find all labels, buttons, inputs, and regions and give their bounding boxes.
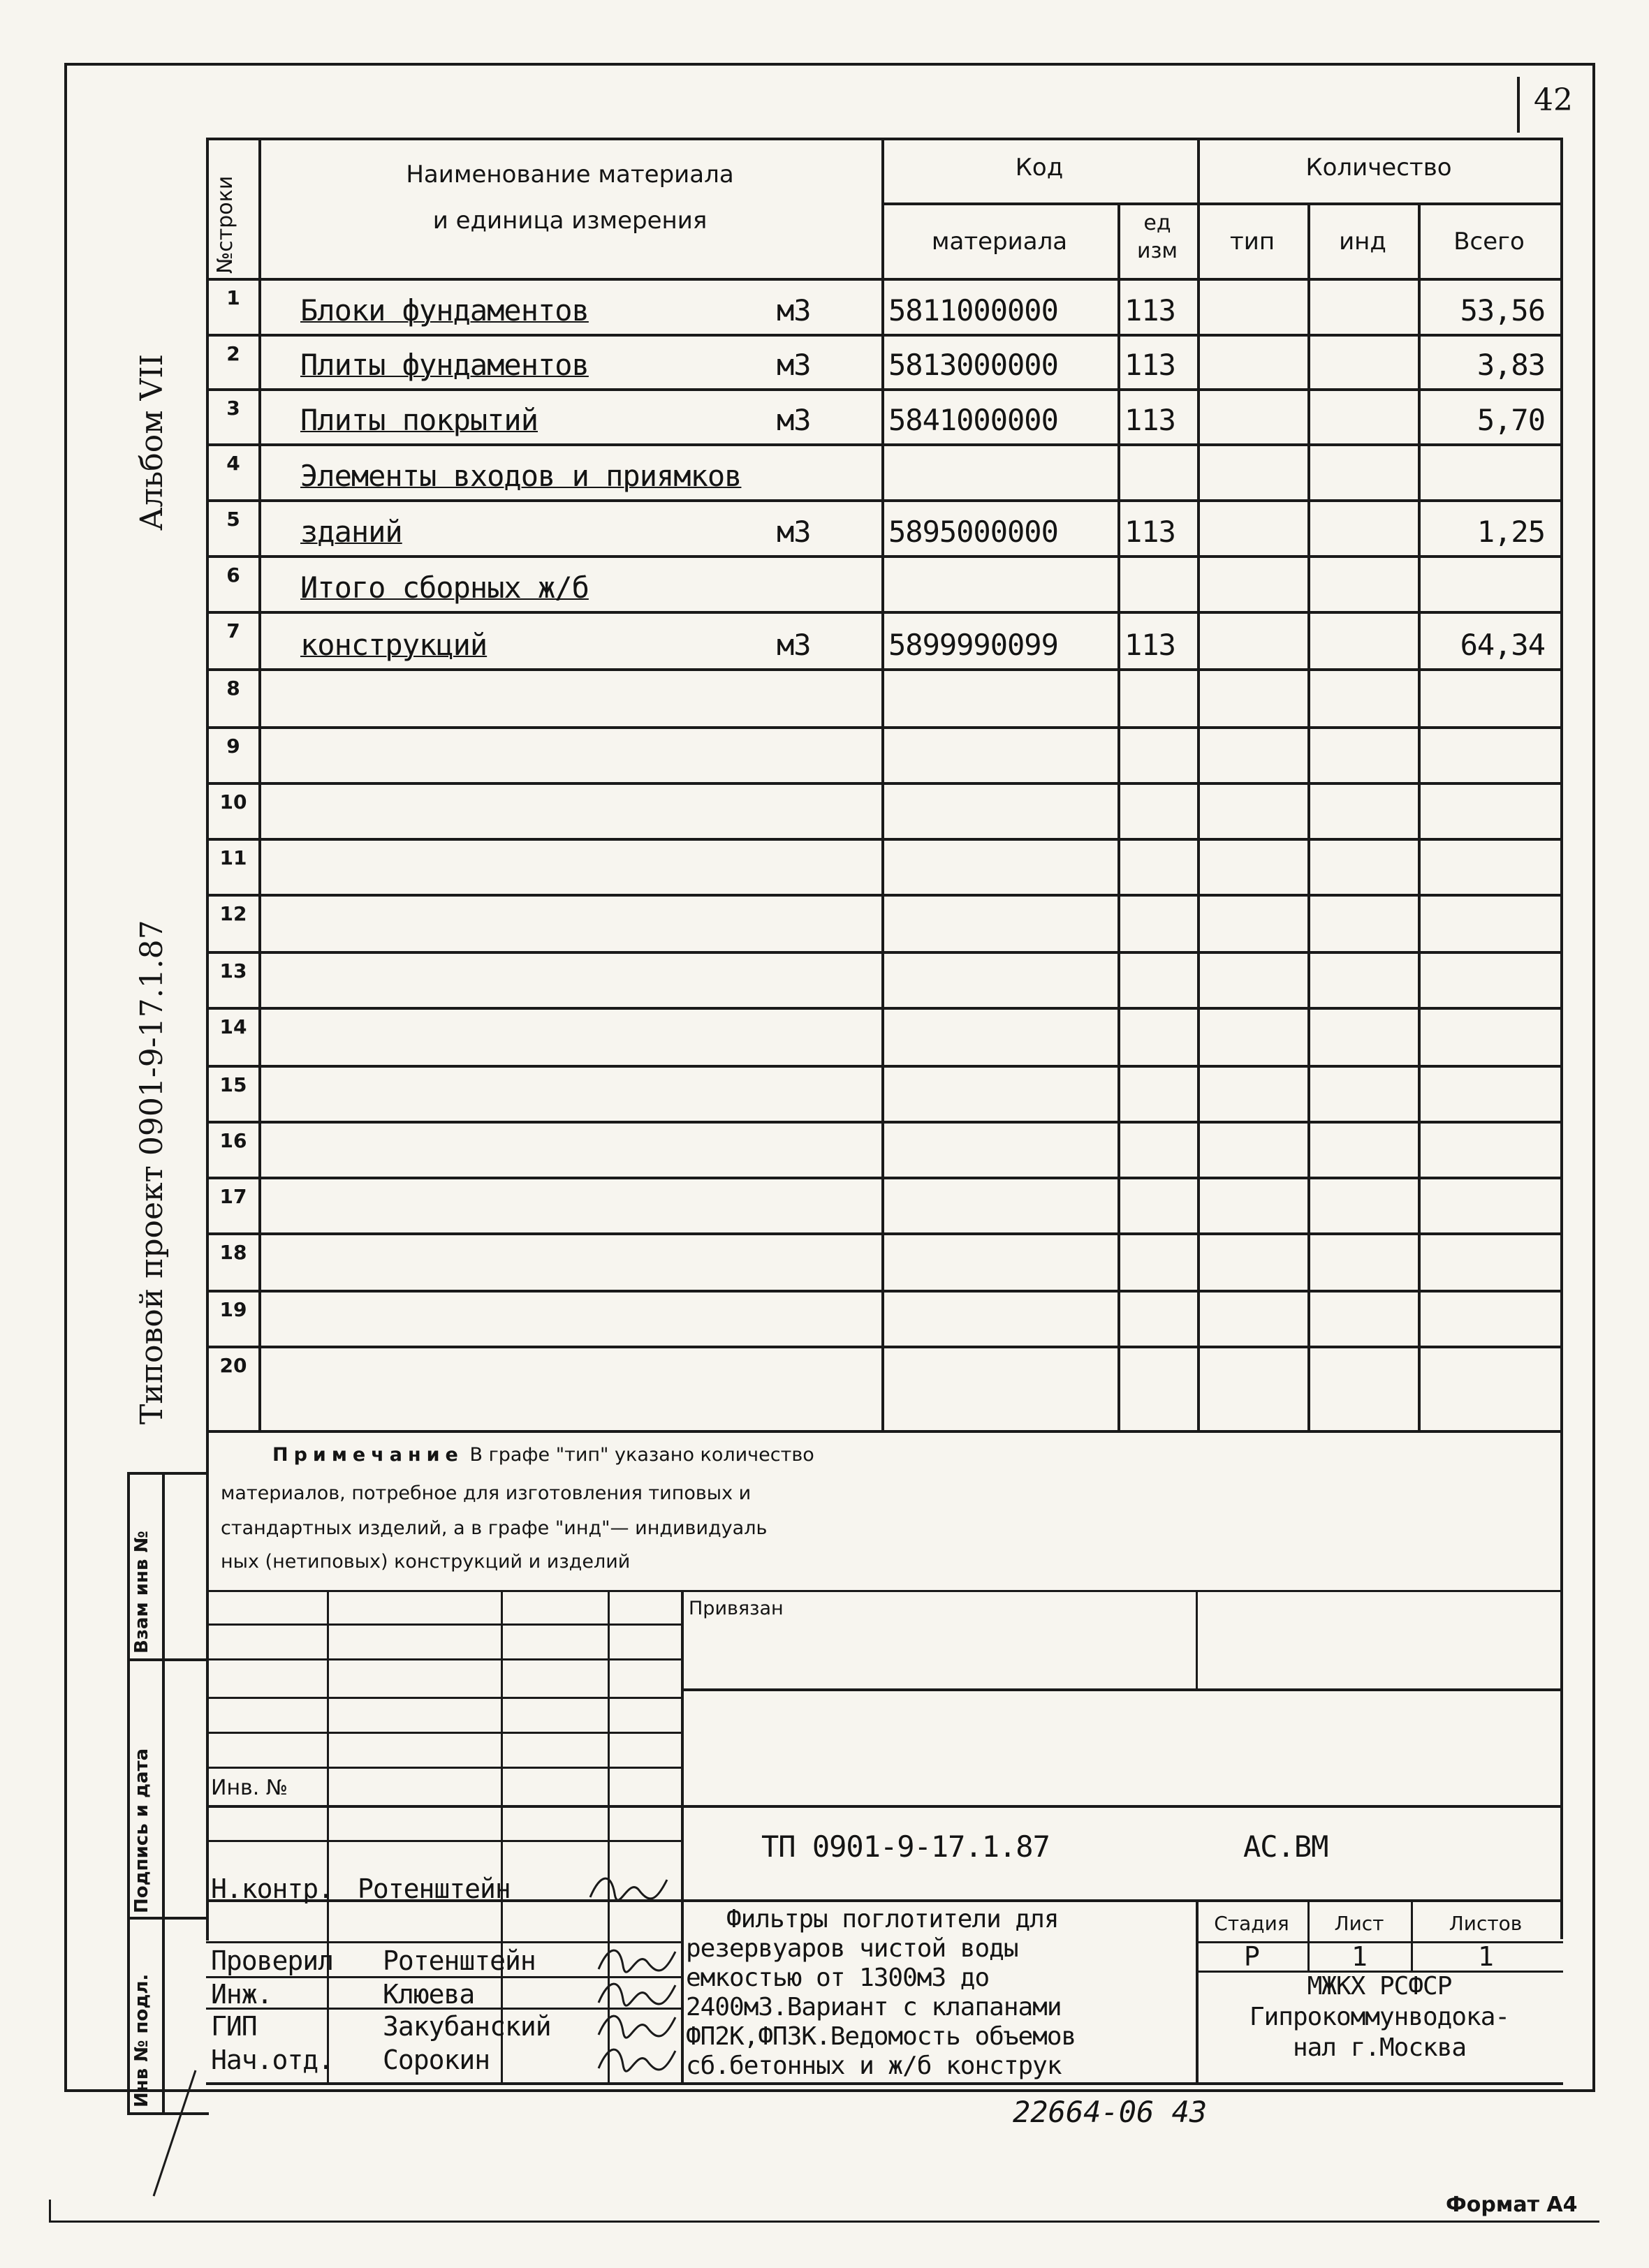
signature-scribble <box>595 1941 679 1976</box>
material-code: 5811000000 <box>888 293 1058 327</box>
header-qty-typ: тип <box>1229 228 1275 256</box>
doc-mark: АС.ВМ <box>1243 1829 1328 1864</box>
row-number: 20 <box>219 1354 247 1377</box>
stamp-col-717 <box>501 1590 503 2082</box>
title-line: сб.бетонных и ж/б конструк <box>686 2052 1062 2080</box>
signatory-name: Сорокин <box>383 2045 490 2075</box>
stamp-top <box>206 1430 1563 1433</box>
material-unit: м3 <box>777 348 811 382</box>
row-number: 2 <box>226 342 240 365</box>
row-number: 14 <box>219 1015 247 1038</box>
stamp-line-2585 <box>206 1805 1563 1808</box>
qty-total: 64,34 <box>1460 628 1545 662</box>
signature-scribble <box>595 2007 679 2042</box>
material-name: Блоки фундаментов <box>300 293 589 327</box>
row-divider <box>206 838 1563 841</box>
vzam-inv-label: Взам инв № <box>131 1531 152 1654</box>
diagonal-stroke <box>140 2067 203 2200</box>
qty-total: 53,56 <box>1460 293 1545 327</box>
row-divider <box>206 782 1563 785</box>
sheet-label: Лист <box>1334 1912 1384 1935</box>
stamp-line-2530 <box>206 1767 681 1769</box>
note-line4: ных (нетиповых) конструкций и изделий <box>221 1551 631 1573</box>
row-number: 11 <box>219 846 247 869</box>
row-number: 6 <box>226 564 240 587</box>
signatory-name: Клюева <box>383 1979 475 2010</box>
signature-scribble <box>595 1975 679 2010</box>
row-number: 8 <box>226 677 240 700</box>
material-unit: м3 <box>777 403 811 437</box>
signatory-name: Ротенштейн <box>358 1873 511 1904</box>
material-code: 5899990099 <box>888 628 1058 662</box>
row-number: 7 <box>226 619 240 642</box>
material-name: Плиты фундаментов <box>300 348 589 382</box>
material-name: конструкций <box>300 628 488 662</box>
org-line: нал г.Москва <box>1292 2033 1467 2062</box>
frame-bottom <box>64 2089 1595 2092</box>
row-divider <box>206 1232 1563 1235</box>
row-divider <box>206 499 1563 502</box>
signatory-role: Инж. <box>211 1979 272 2010</box>
table-right-border <box>1560 138 1563 1939</box>
row-number: 10 <box>219 790 247 813</box>
row-divider <box>206 388 1563 391</box>
row-divider <box>206 1007 1563 1010</box>
unit-code: 113 <box>1124 403 1175 437</box>
note-line1 <box>272 1444 814 1466</box>
signature-scribble <box>595 2040 679 2075</box>
signatory-role: Нач.отд. <box>211 2045 334 2075</box>
unit-code: 113 <box>1124 348 1175 382</box>
material-name: Итого сборных ж/б <box>300 570 589 605</box>
unit-code: 113 <box>1124 293 1175 327</box>
sheet-value: 1 <box>1351 1941 1367 1972</box>
table-left-border <box>206 138 209 1941</box>
signatory-role: ГИП <box>211 2011 257 2042</box>
title-line: емкостью от 1300м3 до <box>686 1964 990 1992</box>
row-divider <box>206 1177 1563 1179</box>
material-name: зданий <box>300 515 402 549</box>
inv-podl-label: Инв № подл. <box>131 1973 152 2107</box>
row-number: 15 <box>219 1073 247 1096</box>
stamp-col-468 <box>327 1590 329 2082</box>
row-divider <box>206 611 1563 614</box>
scan-edge-tick <box>49 2200 51 2222</box>
stamp-line-2325 <box>206 1623 681 1626</box>
title-line: ФП2К,ФП3К.Ведомость объемов <box>686 2022 1076 2051</box>
header-name-line2: и единица измерения <box>432 207 708 235</box>
header-bottom <box>206 278 1563 281</box>
row-divider <box>206 1346 1563 1348</box>
qty-total: 1,25 <box>1476 515 1545 549</box>
material-code: 5841000000 <box>888 403 1058 437</box>
header-name-line1: Наименование материала <box>406 161 734 189</box>
format-label: Формат А4 <box>1446 2193 1578 2217</box>
stage-label: Стадия <box>1214 1912 1289 1935</box>
org-line: Гипрокоммунводока- <box>1249 2003 1510 2031</box>
col-divider-code <box>1117 202 1120 1431</box>
signatory-name: Закубанский <box>383 2011 551 2042</box>
stamp-line-2418 <box>681 1688 1563 1691</box>
row-number: 12 <box>219 902 247 925</box>
row-number: 5 <box>226 508 240 531</box>
material-code: 5895000000 <box>888 515 1058 549</box>
note-line2: материалов, потребное для изготовления типовых и <box>221 1482 752 1504</box>
col-divider-typ <box>1307 202 1310 1431</box>
stamp-line-2375 <box>206 1658 681 1660</box>
col-divider-ind <box>1418 202 1421 1431</box>
row-number: 1 <box>226 286 240 309</box>
page-number-divider <box>1517 77 1520 133</box>
margin-stamp-div2 <box>127 1917 209 1920</box>
row-divider <box>206 1121 1563 1124</box>
podpis-data-label: Подпись и дата <box>131 1748 152 1913</box>
signatory-name: Ротенштейн <box>383 1945 536 1976</box>
note-line1-text: В графе "тип" указано количество <box>463 1444 814 1466</box>
privyazan-label: Привязан <box>689 1598 784 1619</box>
header-row-number: №строки <box>213 175 237 274</box>
row-divider <box>206 668 1563 671</box>
signature-scribble <box>587 1869 670 1904</box>
row-number: 17 <box>219 1185 247 1208</box>
sheets-label: Листов <box>1449 1912 1523 1935</box>
header-top <box>206 138 1563 140</box>
header-quantity: Количество <box>1305 154 1452 182</box>
margin-stamp-mid <box>162 1472 165 2114</box>
stamp-line-2430 <box>206 1697 681 1699</box>
doc-code: ТП 0901-9-17.1.87 <box>761 1829 1050 1864</box>
header-unit-line2: изм <box>1136 239 1178 263</box>
signatory-role: Проверил <box>211 1945 334 1976</box>
header-code: Код <box>1015 154 1064 182</box>
unit-code: 113 <box>1124 515 1175 549</box>
note-line3: стандартных изделий, а в графе "инд"— индивидуаль <box>221 1517 768 1539</box>
header-code-material: материала <box>931 228 1068 256</box>
material-unit: м3 <box>777 515 811 549</box>
row-divider <box>206 443 1563 446</box>
title-line: резервуаров чистой воды <box>686 1934 1018 1963</box>
margin-stamp-top <box>127 1472 209 1475</box>
row-divider <box>206 951 1563 954</box>
archive-number: 22664-06 43 <box>1013 2095 1208 2129</box>
frame-right <box>1592 63 1595 2091</box>
stamp-line-2635 <box>206 1840 681 1842</box>
material-name: Элементы входов и приямков <box>300 459 742 493</box>
material-name: Плиты покрытий <box>300 403 538 437</box>
unit-code: 113 <box>1124 628 1175 662</box>
stamp-col-privyazan <box>1196 1590 1198 1688</box>
scan-edge-line <box>49 2221 1599 2223</box>
inv-no-label: Инв. № <box>211 1776 288 1800</box>
stamp-col-975 <box>681 1590 684 2082</box>
title-line: 2400м3.Вариант с клапанами <box>686 1993 1062 2022</box>
row-number: 13 <box>219 959 247 982</box>
row-divider <box>206 1290 1563 1293</box>
row-divider <box>206 1065 1563 1068</box>
title-line: Фильтры поглотители для <box>726 1905 1059 1934</box>
note-label: Примечание <box>272 1444 464 1466</box>
header-qty-ind: инд <box>1339 228 1386 256</box>
material-unit: м3 <box>777 293 811 327</box>
row-divider <box>206 555 1563 558</box>
header-mid <box>881 202 1563 205</box>
stamp-line-2277 <box>206 1590 1563 1592</box>
signatory-role: Н.контр. <box>211 1873 334 1904</box>
row-number: 18 <box>219 1241 247 1264</box>
row-divider <box>206 726 1563 729</box>
qty-total: 5,70 <box>1476 403 1545 437</box>
row-number: 16 <box>219 1129 247 1152</box>
row-number: 9 <box>226 735 240 758</box>
stamp-line-2480 <box>206 1732 681 1734</box>
org-line: МЖКХ РСФСР <box>1307 1972 1452 2001</box>
frame-top <box>64 63 1595 66</box>
qty-total: 3,83 <box>1476 348 1545 382</box>
page-number: 42 <box>1534 82 1573 118</box>
frame-left <box>64 63 67 2091</box>
row-number: 4 <box>226 452 240 475</box>
margin-stamp-div1 <box>127 1658 209 1661</box>
project-label: Типовой проект 0901-9-17.1.87 <box>134 920 170 1424</box>
stage-value: Р <box>1244 1941 1259 1972</box>
material-code: 5813000000 <box>888 348 1058 382</box>
row-number: 3 <box>226 397 240 420</box>
header-unit-line1: ед <box>1143 211 1171 235</box>
row-divider <box>206 894 1563 897</box>
stamp-bottom <box>206 2082 1563 2085</box>
sheets-value: 1 <box>1478 1941 1493 1972</box>
margin-stamp-left <box>127 1472 130 2114</box>
row-divider <box>206 334 1563 337</box>
album-label: Альбом VII <box>134 354 170 531</box>
material-unit: м3 <box>777 628 811 662</box>
row-number: 19 <box>219 1298 247 1321</box>
header-qty-total: Всего <box>1453 228 1525 256</box>
